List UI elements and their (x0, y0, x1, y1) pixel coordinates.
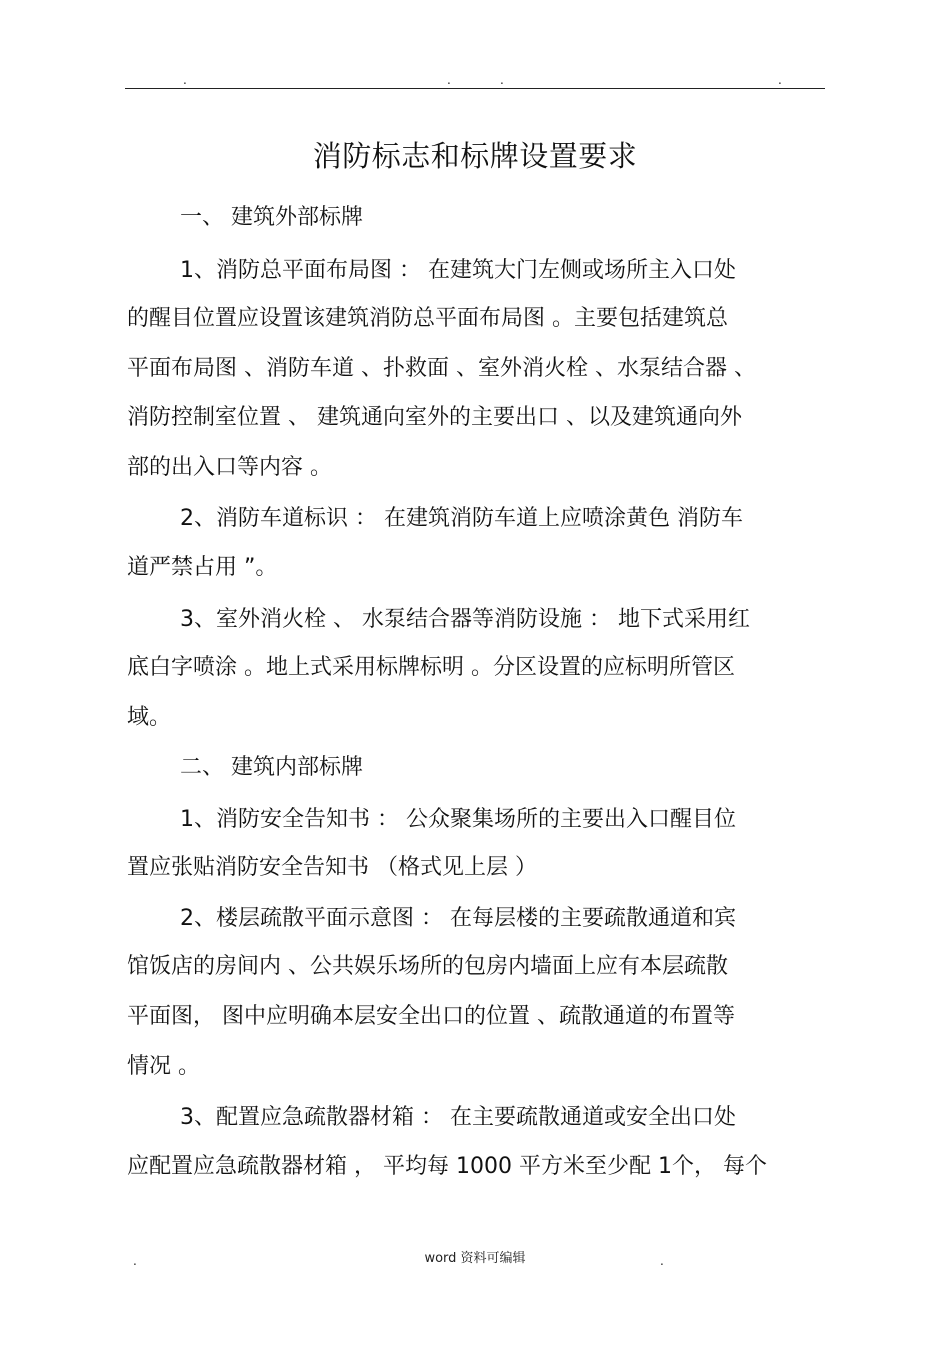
paragraph-line: 底白字喷涂 。地上式采用标牌标明 。分区设置的应标明所管区 (127, 655, 735, 680)
paragraph-line: 2、楼层疏散平面示意图 ： 在每层楼的主要疏散通道和宾 (180, 906, 736, 931)
paragraph-line: 3、室外消火栓 、 水泵结合器等消防设施 ： 地下式采用红 (180, 607, 750, 632)
paragraph-line: 道严禁占用 ”。 (127, 555, 278, 580)
paragraph-line: 馆饭店的房间内 、公共娱乐场所的包房内墙面上应有本层疏散 (127, 954, 728, 979)
footer-text: word 资料可编辑 (424, 1251, 526, 1266)
header-dot: . (778, 73, 782, 87)
paragraph-line: 2、消防车道标识 ： 在建筑消防车道上应喷涂黄色 消防车 (180, 506, 743, 531)
header-rule (125, 88, 825, 89)
paragraph-line: 域。 (127, 705, 172, 730)
header-dot: . (447, 73, 451, 87)
document-title: 消防标志和标牌设置要求 (312, 139, 638, 173)
paragraph-line: 消防控制室位置 、 建筑通向室外的主要出口 、以及建筑通向外 (127, 405, 742, 430)
paragraph-line: 平面图， 图中应明确本层安全出口的位置 、疏散通道的布置等 (127, 1004, 735, 1029)
section-heading: 一、 建筑外部标牌 (180, 205, 363, 230)
paragraph-line: 部的出入口等内容 。 (127, 455, 332, 480)
header-dot: . (500, 73, 504, 87)
paragraph-line: 3、配置应急疏散器材箱 ： 在主要疏散通道或安全出口处 (180, 1105, 736, 1130)
footer-dot: . (660, 1254, 664, 1268)
section-heading: 二、 建筑内部标牌 (180, 755, 363, 780)
paragraph-line: 的醒目位置应设置该建筑消防总平面布局图 。主要包括建筑总 (127, 306, 728, 331)
footer-dot: . (133, 1254, 137, 1268)
paragraph-line: 情况 。 (127, 1054, 200, 1079)
paragraph-line: 1、消防总平面布局图 ： 在建筑大门左侧或场所主入口处 (180, 258, 736, 283)
paragraph-line: 1、消防安全告知书 ： 公众聚集场所的主要出入口醒目位 (180, 807, 736, 832)
header-dot: . (183, 73, 187, 87)
paragraph-line: 应配置应急疏散器材箱 ， 平均每 1000 平方米至少配 1个， 每个 (127, 1154, 767, 1179)
paragraph-line: 置应张贴消防安全告知书 （格式见上层 ） (127, 855, 537, 880)
paragraph-line: 平面布局图 、消防车道 、扑救面 、室外消火栓 、水泵结合器 、 (127, 356, 756, 381)
